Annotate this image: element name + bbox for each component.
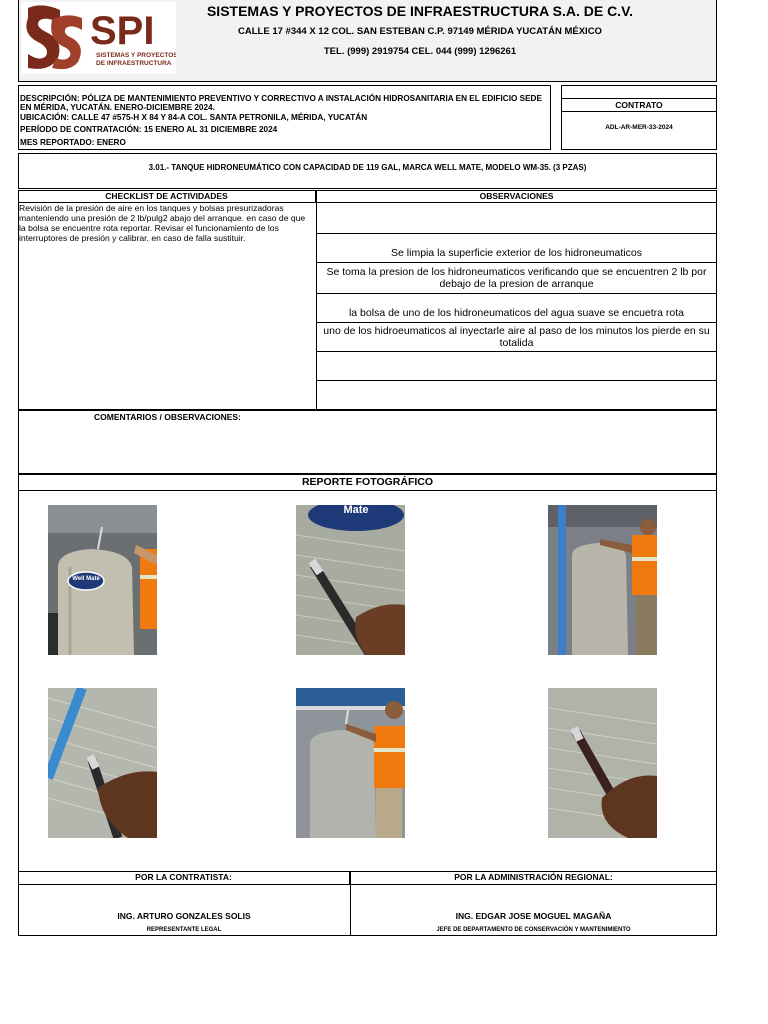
checklist-text: Revisión de la presión de aire en los tanques y bolsas presurizadoras manteniendo una presión de 2 lb/pulg2 abajo del arranque. en caso de que la bolsa se encuentre rota reportar. Revisar el funcionamiento de los interruptores de presión y calibrar. en caso de falla sustituir.: [19, 203, 306, 243]
checklist-header: CHECKLIST DE ACTIVIDADES: [18, 190, 316, 203]
location-line: UBICACIÓN: CALLE 47 #575-H X 84 Y 84-A COL. SANTA PETRONILA, MÉRIDA, YUCATÁN: [20, 113, 368, 122]
photo-tank-label: [48, 505, 157, 655]
observation-row: uno de los hidroeumaticos al inyectarle aire al paso de los minutos los pierde en su totalida: [317, 323, 716, 352]
contract-number: ADL-AR-MER-33-2024: [605, 124, 673, 131]
observation-row: Se limpia la superficie exterior de los hidroneumaticos: [317, 234, 716, 263]
photo-report-title: REPORTE FOTOGRÁFICO: [18, 474, 717, 491]
period-line: PERÍODO DE CONTRATACIÓN: 15 ENERO AL 31 DICIEMBRE 2024: [20, 125, 278, 134]
photo-gauge-closeup: [296, 505, 405, 655]
contract-box: [561, 85, 717, 150]
company-phone: TEL. (999) 2919754 CEL. 044 (999) 1296261: [323, 46, 517, 57]
month-line: MES REPORTADO: ENERO: [20, 138, 126, 147]
photo-gauge-tank: [48, 688, 157, 838]
description-line-1: DESCRIPCIÓN: PÓLIZA DE MANTENIMIENTO PREVENTIVO Y CORRECTIVO A INSTALACIÓN HIDROSANITARIA EN EL EDIFICIO SEDE: [20, 94, 542, 103]
company-logo: [22, 2, 176, 74]
observation-row: la bolsa de uno de los hidroneumaticos del agua suave se encuetra rota: [317, 294, 716, 323]
section-title: 3.01.- TANQUE HIDRONEUMÁTICO CON CAPACIDAD DE 119 GAL, MARCA WELL MATE, MODELO WM-35. (3 PZAS): [18, 153, 717, 189]
company-name: SISTEMAS Y PROYECTOS DE INFRAESTRUCTURA S.A. DE C.V.: [206, 3, 634, 19]
admin-name: ING. EDGAR JOSE MOGUEL MAGAÑA: [455, 911, 612, 921]
svg-text:DE INFRAESTRUCTURA: DE INFRAESTRUCTURA: [96, 60, 172, 67]
observations-header: OBSERVACIONES: [316, 190, 717, 203]
svg-text:SPI: SPI: [90, 9, 155, 53]
observation-row: Se toma la presion de los hidroneumaticos verificando que se encuentren 2 lb por debajo de la presion de arranque: [317, 263, 716, 294]
company-address: CALLE 17 #344 X 12 COL. SAN ESTEBAN C.P. 97149 MÉRIDA YUCATÁN MÉXICO: [238, 26, 602, 37]
tank-brand-1: Well Mate: [72, 576, 100, 582]
contractor-header: POR LA CONTRATISTA:: [18, 871, 350, 885]
svg-text:SISTEMAS Y PROYECTOS: SISTEMAS Y PROYECTOS: [96, 52, 176, 59]
description-line-2: EN MÉRIDA, YUCATÁN. ENERO-DICIEMBRE 2024.: [20, 103, 215, 112]
photo-worker-measuring: [296, 688, 405, 838]
photo-gauge-hand: [548, 688, 657, 838]
comments-label: COMENTARIOS / OBSERVACIONES:: [94, 412, 241, 422]
contract-info-box: [18, 85, 551, 150]
contract-label: CONTRATO: [561, 98, 717, 112]
spi-logo-icon: [22, 2, 176, 74]
contractor-name: ING. ARTURO GONZALES SOLIS: [117, 911, 251, 921]
admin-header: POR LA ADMINISTRACIÓN REGIONAL:: [350, 871, 717, 885]
tank-brand-2: Mate: [343, 505, 369, 516]
observation-row: [317, 381, 716, 410]
admin-role: JEFE DE DEPARTAMENTO DE CONSERVACIÓN Y MANTENIMIENTO: [436, 927, 631, 933]
observation-row: [317, 203, 716, 234]
photo-worker-tank: [548, 505, 657, 655]
observation-row: [317, 352, 716, 381]
contractor-role: REPRESENTANTE LEGAL: [146, 927, 222, 933]
